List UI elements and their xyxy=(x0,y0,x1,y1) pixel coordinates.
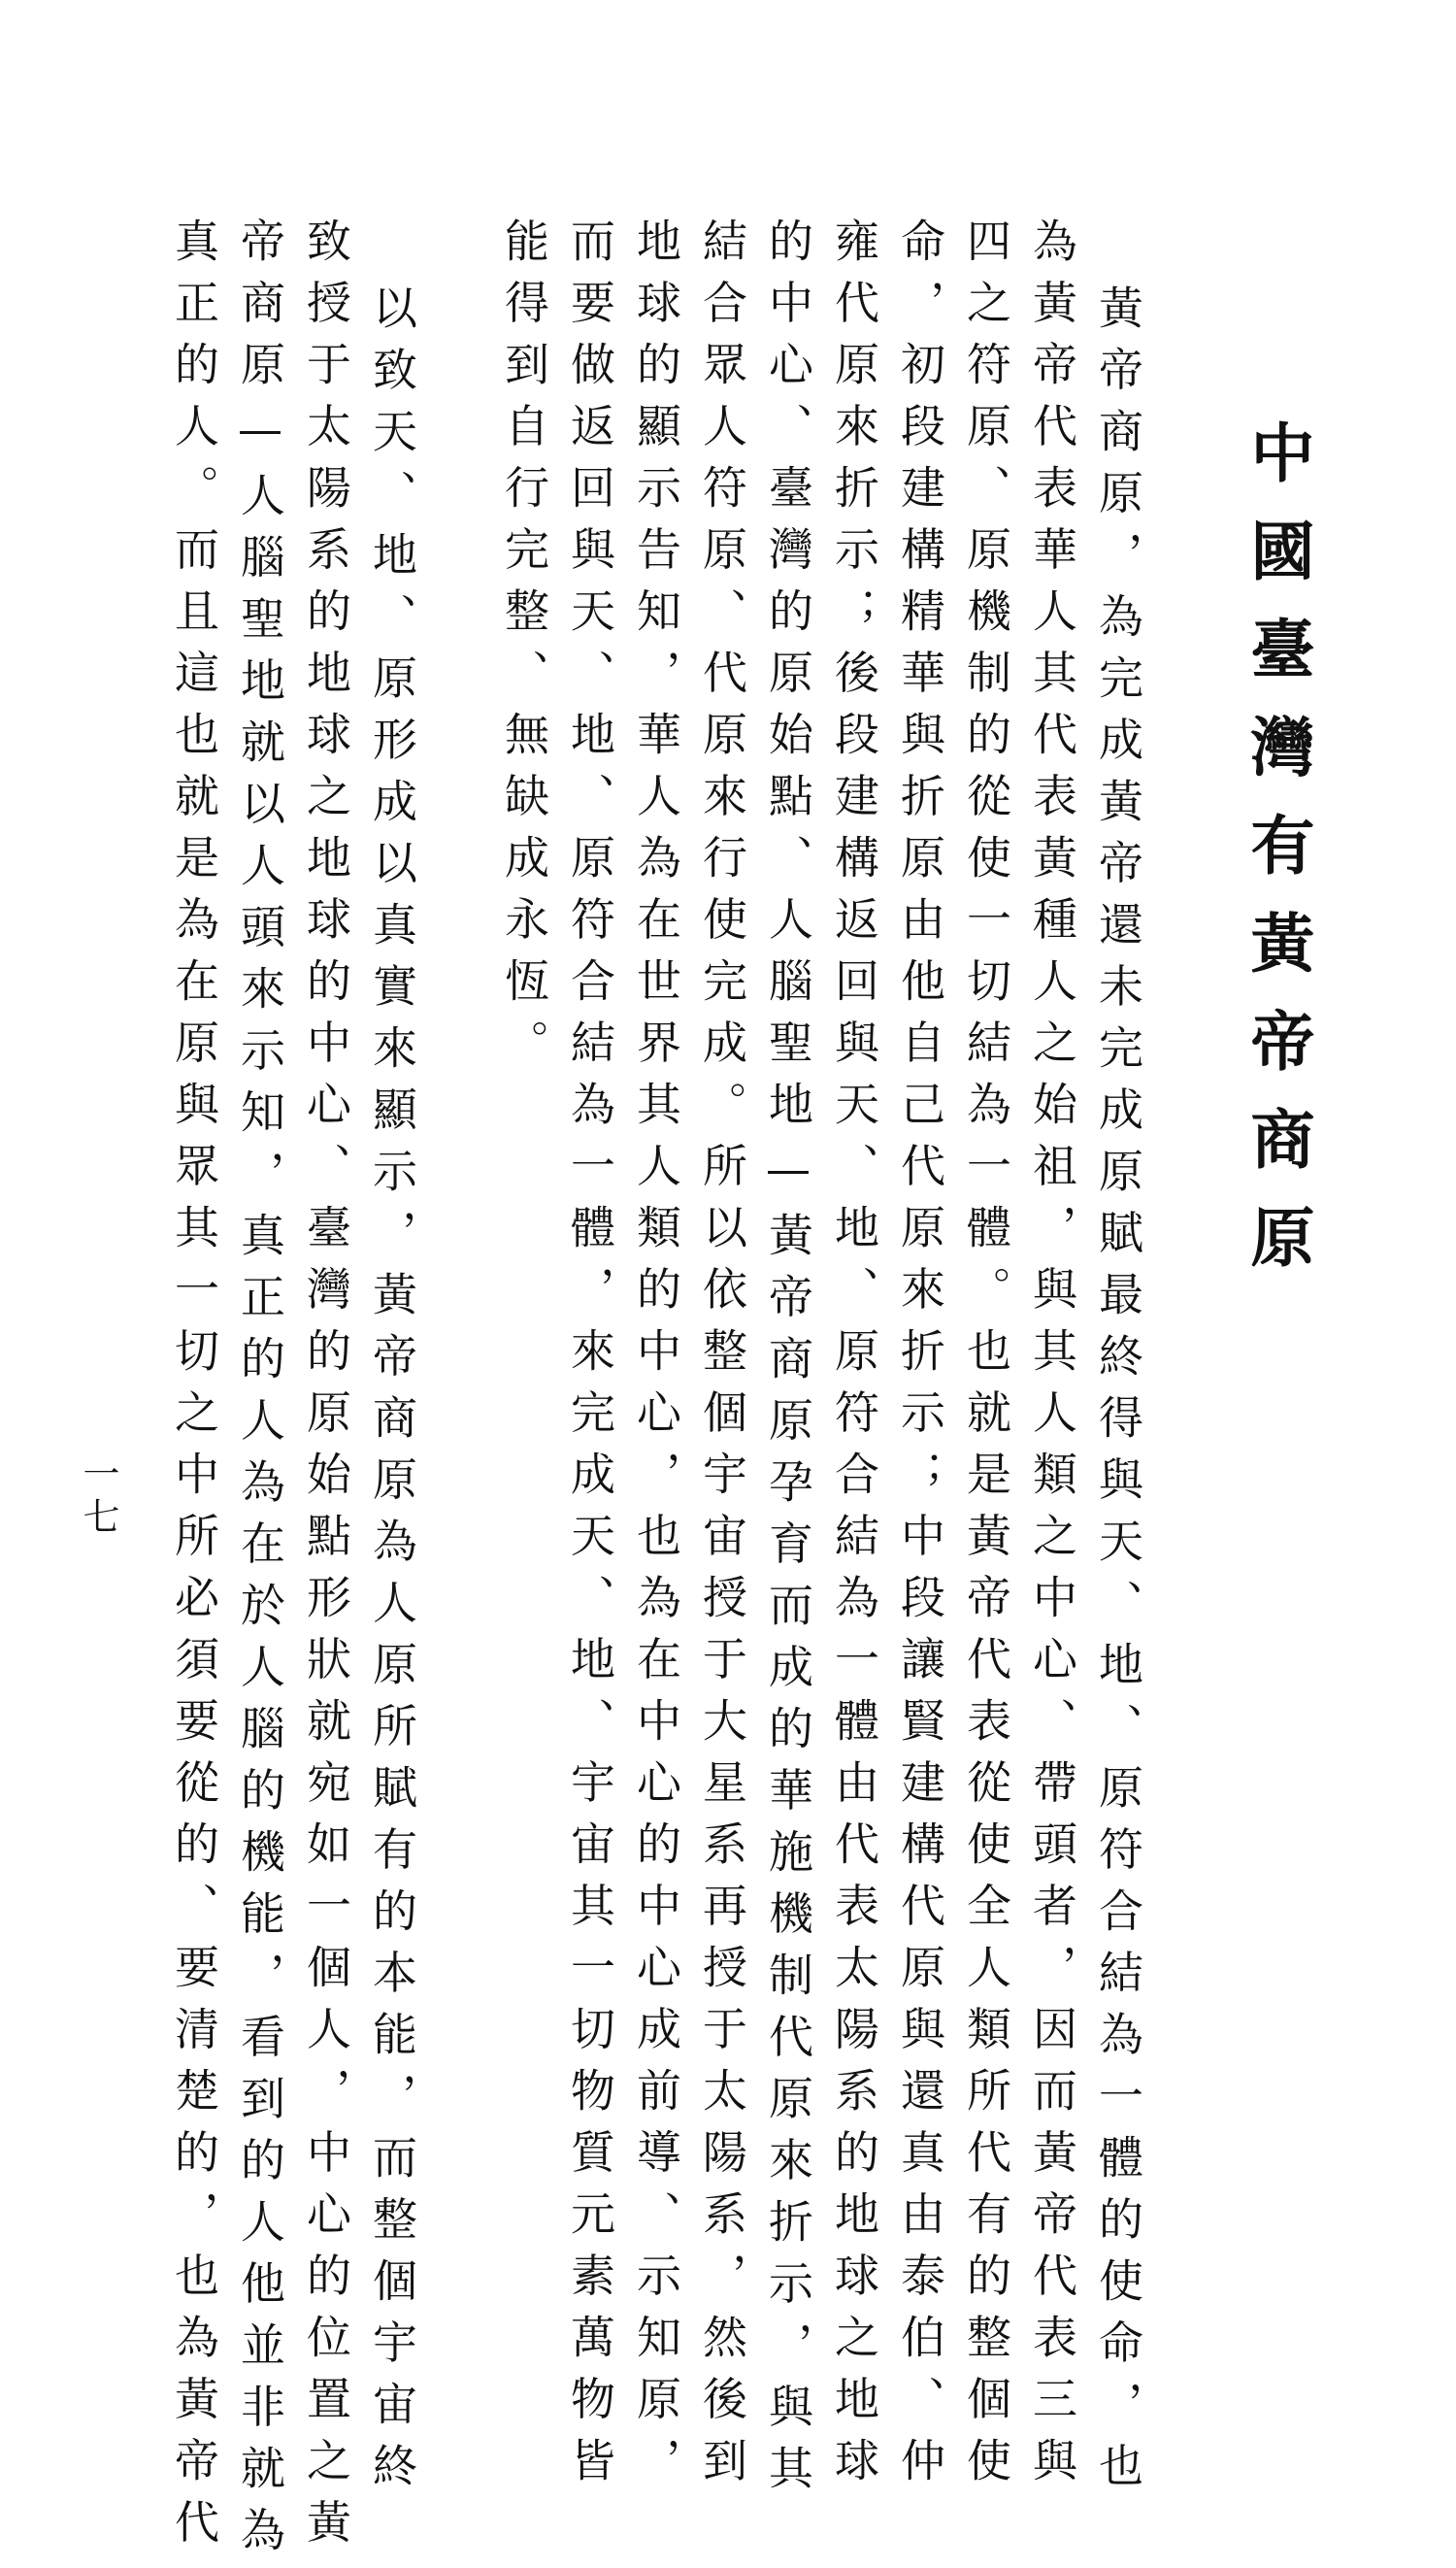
text-column: 而要做返回與天、地、原符合結為一體，來完成天、地、宇宙其一切物質元素萬物皆 xyxy=(564,217,616,2499)
text-column: 結合眾人符原、代原來行使完成。所以依整個宇宙授于大星系再授于太陽系，然後到 xyxy=(696,217,748,2499)
text-column: 以致天、地、原形成以真實來顯示，黃帝商原為人原所賦有的本能，而整個宇宙終 xyxy=(366,284,418,2504)
text-column: 命，初段建構精華與折原由他自己代原來折示；中段讓賢建構代原與還真由泰伯、仲 xyxy=(894,217,946,2499)
text-column: 致授于太陽系的地球之地球的中心、臺灣的原始點形狀就宛如一個人，中心的位置之黃 xyxy=(300,217,352,2560)
text-column: 黃帝商原，為完成黃帝還未完成原賦最終得與天、地、原符合結為一體的使命，也 xyxy=(1092,284,1144,2504)
text-column: 為黃帝代表華人其代表黃種人之始祖，與其人類之中心、帶頭者，因而黃帝代表三與 xyxy=(1026,217,1078,2499)
text-column: 地球的顯示告知，華人為在世界其人類的中心，也為在中心的中心成前導、示知原， xyxy=(630,217,682,2499)
text-column: 雍代原來折示；後段建構返回與天、地、原符合結為一體由代表太陽系的地球之地球 xyxy=(828,217,880,2499)
page-title: 中國臺灣有黃帝商原 xyxy=(1240,419,1314,1302)
text-column: 能得到自行完整、無缺成永恆。 xyxy=(498,217,550,1081)
page-number: 一七 xyxy=(77,1454,119,1540)
text-column: 真正的人。而且這也就是為在原與眾其一切之中所必須要從的、要清楚的，也為黃帝代 xyxy=(168,217,220,2560)
text-column: 帝商原—人腦聖地就以人頭來示知，真正的人為在於人腦的機能，看到的人他並非就為 xyxy=(234,217,286,2568)
text-column: 的中心、臺灣的原始點、人腦聖地—黃帝商原孕育而成的華施機制代原來折示，與其 xyxy=(762,217,814,2507)
text-column: 四之符原、原機制的從使一切結為一體。也就是黃帝代表從使全人類所代有的整個使 xyxy=(960,217,1012,2499)
